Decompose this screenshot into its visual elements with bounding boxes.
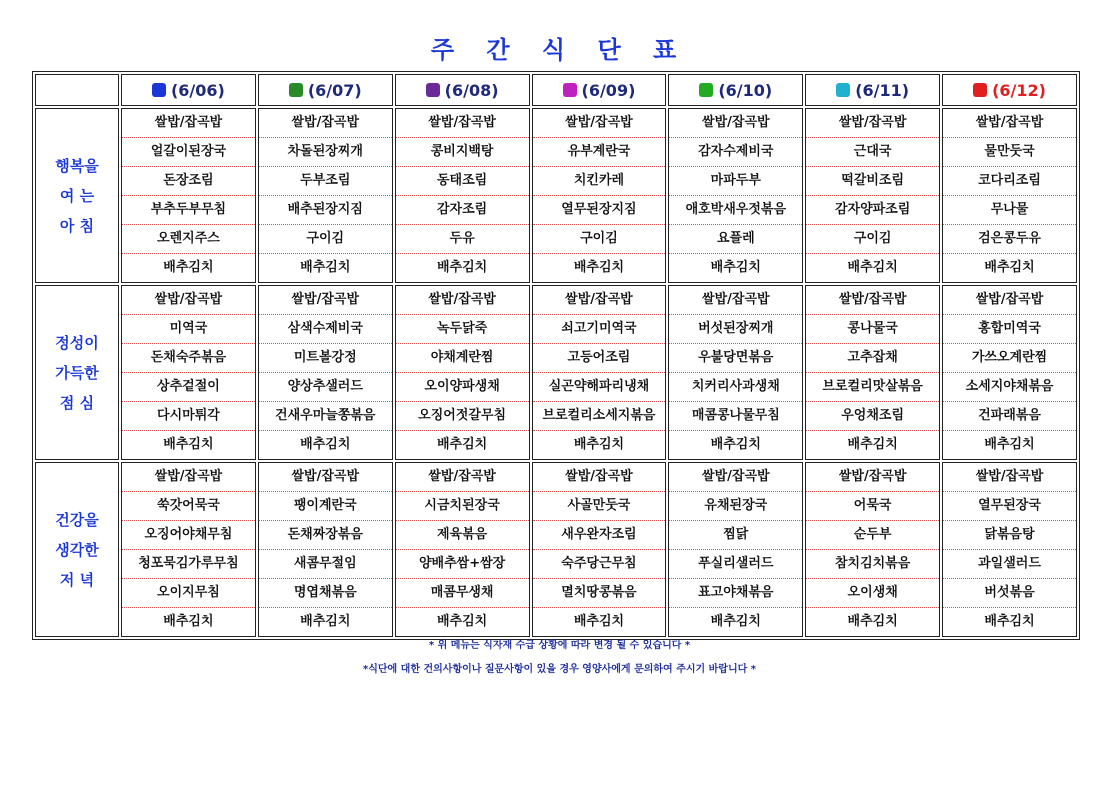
- meal-label-line: 점 심: [59, 393, 95, 412]
- menu-item: 사골만둣국: [533, 492, 666, 521]
- day-header: [532, 74, 667, 106]
- meal-row: [35, 285, 1077, 460]
- day-icon: [289, 83, 303, 97]
- menu-item: 배추김치: [847, 260, 898, 275]
- menu-item: 쌀밥/잡곡밥: [943, 463, 1076, 492]
- menu-item: 감자양파조림: [806, 196, 939, 225]
- menu-item: 홍합미역국: [943, 315, 1076, 344]
- menu-item: 근대국: [806, 138, 939, 167]
- menu-item: 배추김치: [300, 437, 351, 452]
- menu-item: 유부계란국: [533, 138, 666, 167]
- meal-row: [35, 462, 1077, 637]
- menu-list: [259, 286, 392, 459]
- menu-item: 건파래볶음: [943, 402, 1076, 431]
- menu-item: 브로컬리맛살볶음: [806, 373, 939, 402]
- menu-item: 쌀밥/잡곡밥: [806, 286, 939, 315]
- meal-label: [35, 285, 119, 460]
- menu-item: 다시마튀각: [122, 402, 255, 431]
- menu-item: 유채된장국: [669, 492, 802, 521]
- menu-item: 숙주당근무침: [533, 550, 666, 579]
- menu-item: 오이양파생채: [396, 373, 529, 402]
- menu-list: [806, 286, 939, 459]
- menu-item: 쇠고기미역국: [533, 315, 666, 344]
- menu-item: 쌀밥/잡곡밥: [259, 109, 392, 138]
- menu-item: 검은콩두유: [943, 225, 1076, 254]
- menu-item: 배추김치: [984, 260, 1035, 275]
- menu-item: 쌀밥/잡곡밥: [943, 286, 1076, 315]
- day-header: [258, 74, 393, 106]
- menu-item: 고추잡채: [806, 344, 939, 373]
- menu-item: 쌀밥/잡곡밥: [396, 109, 529, 138]
- menu-item: 구이김: [259, 225, 392, 254]
- meal-label-line: 아 침: [59, 216, 95, 235]
- day-header: [942, 74, 1077, 106]
- menu-item: 새콤무절임: [259, 550, 392, 579]
- menu-list: [669, 463, 802, 636]
- menu-list: [806, 463, 939, 636]
- menu-item: 배추김치: [436, 437, 488, 452]
- menu-item: 얼갈이된장국: [122, 138, 255, 167]
- menu-cell: [532, 462, 667, 637]
- menu-cell: [258, 285, 393, 460]
- menu-item: 쌀밥/잡곡밥: [533, 286, 666, 315]
- menu-list: [943, 286, 1076, 459]
- menu-list: [122, 286, 255, 459]
- menu-item: 무나물: [943, 196, 1076, 225]
- day-icon: [699, 83, 713, 97]
- day-label: (6/12): [992, 80, 1046, 100]
- menu-list: [533, 109, 666, 282]
- menu-item: 쌀밥/잡곡밥: [259, 286, 392, 315]
- meal-row: [35, 108, 1077, 283]
- menu-item: 배추김치: [163, 614, 214, 629]
- menu-item: 미역국: [122, 315, 255, 344]
- menu-cell: [942, 462, 1077, 637]
- menu-item: 제육볶음: [396, 521, 529, 550]
- menu-cell: [395, 462, 530, 637]
- menu-item: 우불당면볶음: [669, 344, 802, 373]
- menu-list: [806, 109, 939, 282]
- menu-item: 동태조림: [396, 167, 529, 196]
- menu-list: [122, 463, 255, 636]
- day-label: (6/08): [444, 80, 499, 100]
- menu-item: 배추김치: [984, 437, 1035, 452]
- menu-item: 열무된장국: [943, 492, 1076, 521]
- day-icon: [426, 83, 440, 97]
- menu-item: 구이김: [806, 225, 939, 254]
- menu-list: [533, 286, 666, 459]
- menu-item: 쌀밥/잡곡밥: [533, 109, 666, 138]
- menu-item: 쌀밥/잡곡밥: [122, 286, 255, 315]
- menu-item: 쌀밥/잡곡밥: [943, 109, 1076, 138]
- menu-item: 배추김치: [163, 437, 214, 452]
- menu-item: 돈채짜장볶음: [259, 521, 392, 550]
- menu-item: 배추김치: [436, 614, 488, 629]
- menu-item: 표고야채볶음: [669, 579, 802, 608]
- notice-line-2: *식단에 대한 건의사항이나 질문사항이 있을 경우 영양사에게 문의하여 주시기 바랍니다 *: [362, 664, 757, 675]
- day-label: (6/07): [307, 80, 362, 100]
- menu-item: 청포묵김가루무침: [122, 550, 255, 579]
- menu-item: 감자수제비국: [669, 138, 802, 167]
- menu-item: 배추김치: [710, 614, 761, 629]
- menu-item: 소세지야채볶음: [943, 373, 1076, 402]
- menu-item: 배추김치: [300, 614, 351, 629]
- meal-label-line: 정성이: [55, 333, 99, 352]
- meal-label-line: 건강을: [55, 510, 99, 529]
- menu-item: 애호박새우젓볶음: [669, 196, 802, 225]
- menu-list: [943, 109, 1076, 282]
- menu-item: 양상추샐러드: [259, 373, 392, 402]
- menu-item: 배추김치: [573, 614, 625, 629]
- corner-cell: [35, 74, 119, 106]
- menu-item: 돈장조림: [122, 167, 255, 196]
- menu-item: 녹두닭죽: [396, 315, 529, 344]
- page-title: 주 간 식 단 표: [430, 36, 689, 64]
- menu-item: 쌀밥/잡곡밥: [259, 463, 392, 492]
- menu-item: 마파두부: [669, 167, 802, 196]
- menu-cell: [532, 108, 667, 283]
- menu-list: [396, 109, 529, 282]
- menu-item: 찜닭: [669, 521, 802, 550]
- meal-label-line: 행복을: [55, 156, 99, 175]
- menu-item: 양배추쌈+쌈장: [396, 550, 529, 579]
- menu-item: 야채계란찜: [396, 344, 529, 373]
- menu-item: 코다리조림: [943, 167, 1076, 196]
- day-icon: [973, 83, 987, 97]
- meal-label-line: 여 는: [59, 186, 95, 205]
- day-icon: [152, 83, 166, 97]
- day-header: [121, 74, 256, 106]
- menu-item: 구이김: [533, 225, 666, 254]
- day-label: (6/06): [170, 80, 225, 100]
- menu-item: 두유: [396, 225, 529, 254]
- menu-item: 쌀밥/잡곡밥: [533, 463, 666, 492]
- menu-cell: [805, 285, 940, 460]
- meal-label-line: 저 녁: [59, 570, 95, 589]
- menu-cell: [121, 108, 256, 283]
- menu-item: 브로컬리소세지볶음: [533, 402, 666, 431]
- menu-item: 부추두부무침: [122, 196, 255, 225]
- menu-list: [122, 109, 255, 282]
- meal-label-line: 생각한: [55, 540, 99, 559]
- menu-item: 쌀밥/잡곡밥: [396, 286, 529, 315]
- menu-item: 물만둣국: [943, 138, 1076, 167]
- menu-item: 콩비지백탕: [396, 138, 529, 167]
- day-header: [668, 74, 803, 106]
- menu-list: [669, 109, 802, 282]
- menu-cell: [395, 108, 530, 283]
- menu-item: 팽이계란국: [259, 492, 392, 521]
- menu-item: 배추김치: [984, 614, 1035, 629]
- menu-item: 실곤약해파리냉채: [533, 373, 666, 402]
- day-icon: [836, 83, 850, 97]
- menu-cell: [395, 285, 530, 460]
- menu-item: 돈채숙주볶음: [122, 344, 255, 373]
- menu-item: 참치김치볶음: [806, 550, 939, 579]
- menu-cell: [942, 108, 1077, 283]
- menu-item: 과일샐러드: [943, 550, 1076, 579]
- menu-item: 매콤콩나물무침: [669, 402, 802, 431]
- day-header-row: [35, 74, 1077, 106]
- menu-item: 우엉채조림: [806, 402, 939, 431]
- menu-item: 삼색수제비국: [259, 315, 392, 344]
- menu-item: 배추김치: [163, 260, 214, 275]
- menu-cell: [258, 108, 393, 283]
- menu-item: 오렌지주스: [122, 225, 255, 254]
- meal-label-line: 가득한: [55, 363, 99, 382]
- menu-item: 닭볶음탕: [943, 521, 1076, 550]
- day-header: [805, 74, 940, 106]
- notice-line-1: * 위 메뉴는 식자재 수급 상황에 따라 변경 될 수 있습니다 *: [428, 640, 691, 651]
- menu-item: 쑥갓어묵국: [122, 492, 255, 521]
- menu-item: 가쓰오계란찜: [943, 344, 1076, 373]
- menu-item: 쌀밥/잡곡밥: [806, 109, 939, 138]
- menu-item: 새우완자조림: [533, 521, 666, 550]
- menu-item: 어묵국: [806, 492, 939, 521]
- menu-item: 치커리사과생채: [669, 373, 802, 402]
- menu-cell: [668, 285, 803, 460]
- menu-cell: [258, 462, 393, 637]
- menu-item: 순두부: [806, 521, 939, 550]
- menu-list: [396, 463, 529, 636]
- meal-label: [35, 462, 119, 637]
- menu-item: 요플레: [669, 225, 802, 254]
- menu-item: 배추김치: [300, 260, 351, 275]
- menu-item: 오이지무침: [122, 579, 255, 608]
- menu-item: 쌀밥/잡곡밥: [396, 463, 529, 492]
- menu-list: [259, 109, 392, 282]
- menu-item: 치킨카레: [533, 167, 666, 196]
- menu-item: 쌀밥/잡곡밥: [806, 463, 939, 492]
- menu-item: 배추김치: [710, 437, 761, 452]
- menu-list: [533, 463, 666, 636]
- menu-item: 쌀밥/잡곡밥: [122, 109, 255, 138]
- menu-cell: [121, 462, 256, 637]
- menu-item: 배추김치: [847, 437, 898, 452]
- menu-item: 명엽채볶음: [259, 579, 392, 608]
- menu-list: [396, 286, 529, 459]
- menu-item: 푸실리샐러드: [669, 550, 802, 579]
- menu-item: 차돌된장찌개: [259, 138, 392, 167]
- menu-list: [943, 463, 1076, 636]
- menu-cell: [668, 108, 803, 283]
- menu-item: 버섯볶음: [943, 579, 1076, 608]
- menu-item: 고등어조림: [533, 344, 666, 373]
- menu-item: 감자조림: [396, 196, 529, 225]
- day-header: [395, 74, 530, 106]
- menu-item: 오징어야채무침: [122, 521, 255, 550]
- meal-label: [35, 108, 119, 283]
- menu-item: 건새우마늘쫑볶음: [259, 402, 392, 431]
- menu-item: 매콤무생채: [396, 579, 529, 608]
- menu-item: 버섯된장찌개: [669, 315, 802, 344]
- menu-item: 쌀밥/잡곡밥: [669, 463, 802, 492]
- day-label: (6/10): [718, 80, 773, 100]
- menu-cell: [805, 462, 940, 637]
- menu-item: 쌀밥/잡곡밥: [122, 463, 255, 492]
- menu-item: 쌀밥/잡곡밥: [669, 286, 802, 315]
- menu-item: 열무된장지짐: [533, 196, 666, 225]
- menu-item: 콩나물국: [806, 315, 939, 344]
- menu-cell: [942, 285, 1077, 460]
- menu-list: [669, 286, 802, 459]
- menu-item: 두부조림: [259, 167, 392, 196]
- menu-cell: [668, 462, 803, 637]
- menu-item: 배추김치: [847, 614, 898, 629]
- menu-item: 시금치된장국: [396, 492, 529, 521]
- menu-item: 배추된장지짐: [259, 196, 392, 225]
- weekly-menu-table: [32, 71, 1080, 640]
- menu-item: 쌀밥/잡곡밥: [669, 109, 802, 138]
- menu-item: 오이생채: [806, 579, 939, 608]
- menu-item: 상추겉절이: [122, 373, 255, 402]
- menu-list: [259, 463, 392, 636]
- day-label: (6/09): [581, 80, 636, 100]
- menu-item: 멸치땅콩볶음: [533, 579, 666, 608]
- menu-cell: [121, 285, 256, 460]
- menu-item: 배추김치: [573, 437, 625, 452]
- day-label: (6/11): [855, 80, 910, 100]
- menu-item: 배추김치: [573, 260, 625, 275]
- menu-item: 배추김치: [436, 260, 488, 275]
- menu-item: 배추김치: [710, 260, 761, 275]
- menu-item: 떡갈비조림: [806, 167, 939, 196]
- menu-cell: [532, 285, 667, 460]
- menu-item: 미트볼강정: [259, 344, 392, 373]
- day-icon: [563, 83, 577, 97]
- menu-item: 오징어젓갈무침: [396, 402, 529, 431]
- menu-cell: [805, 108, 940, 283]
